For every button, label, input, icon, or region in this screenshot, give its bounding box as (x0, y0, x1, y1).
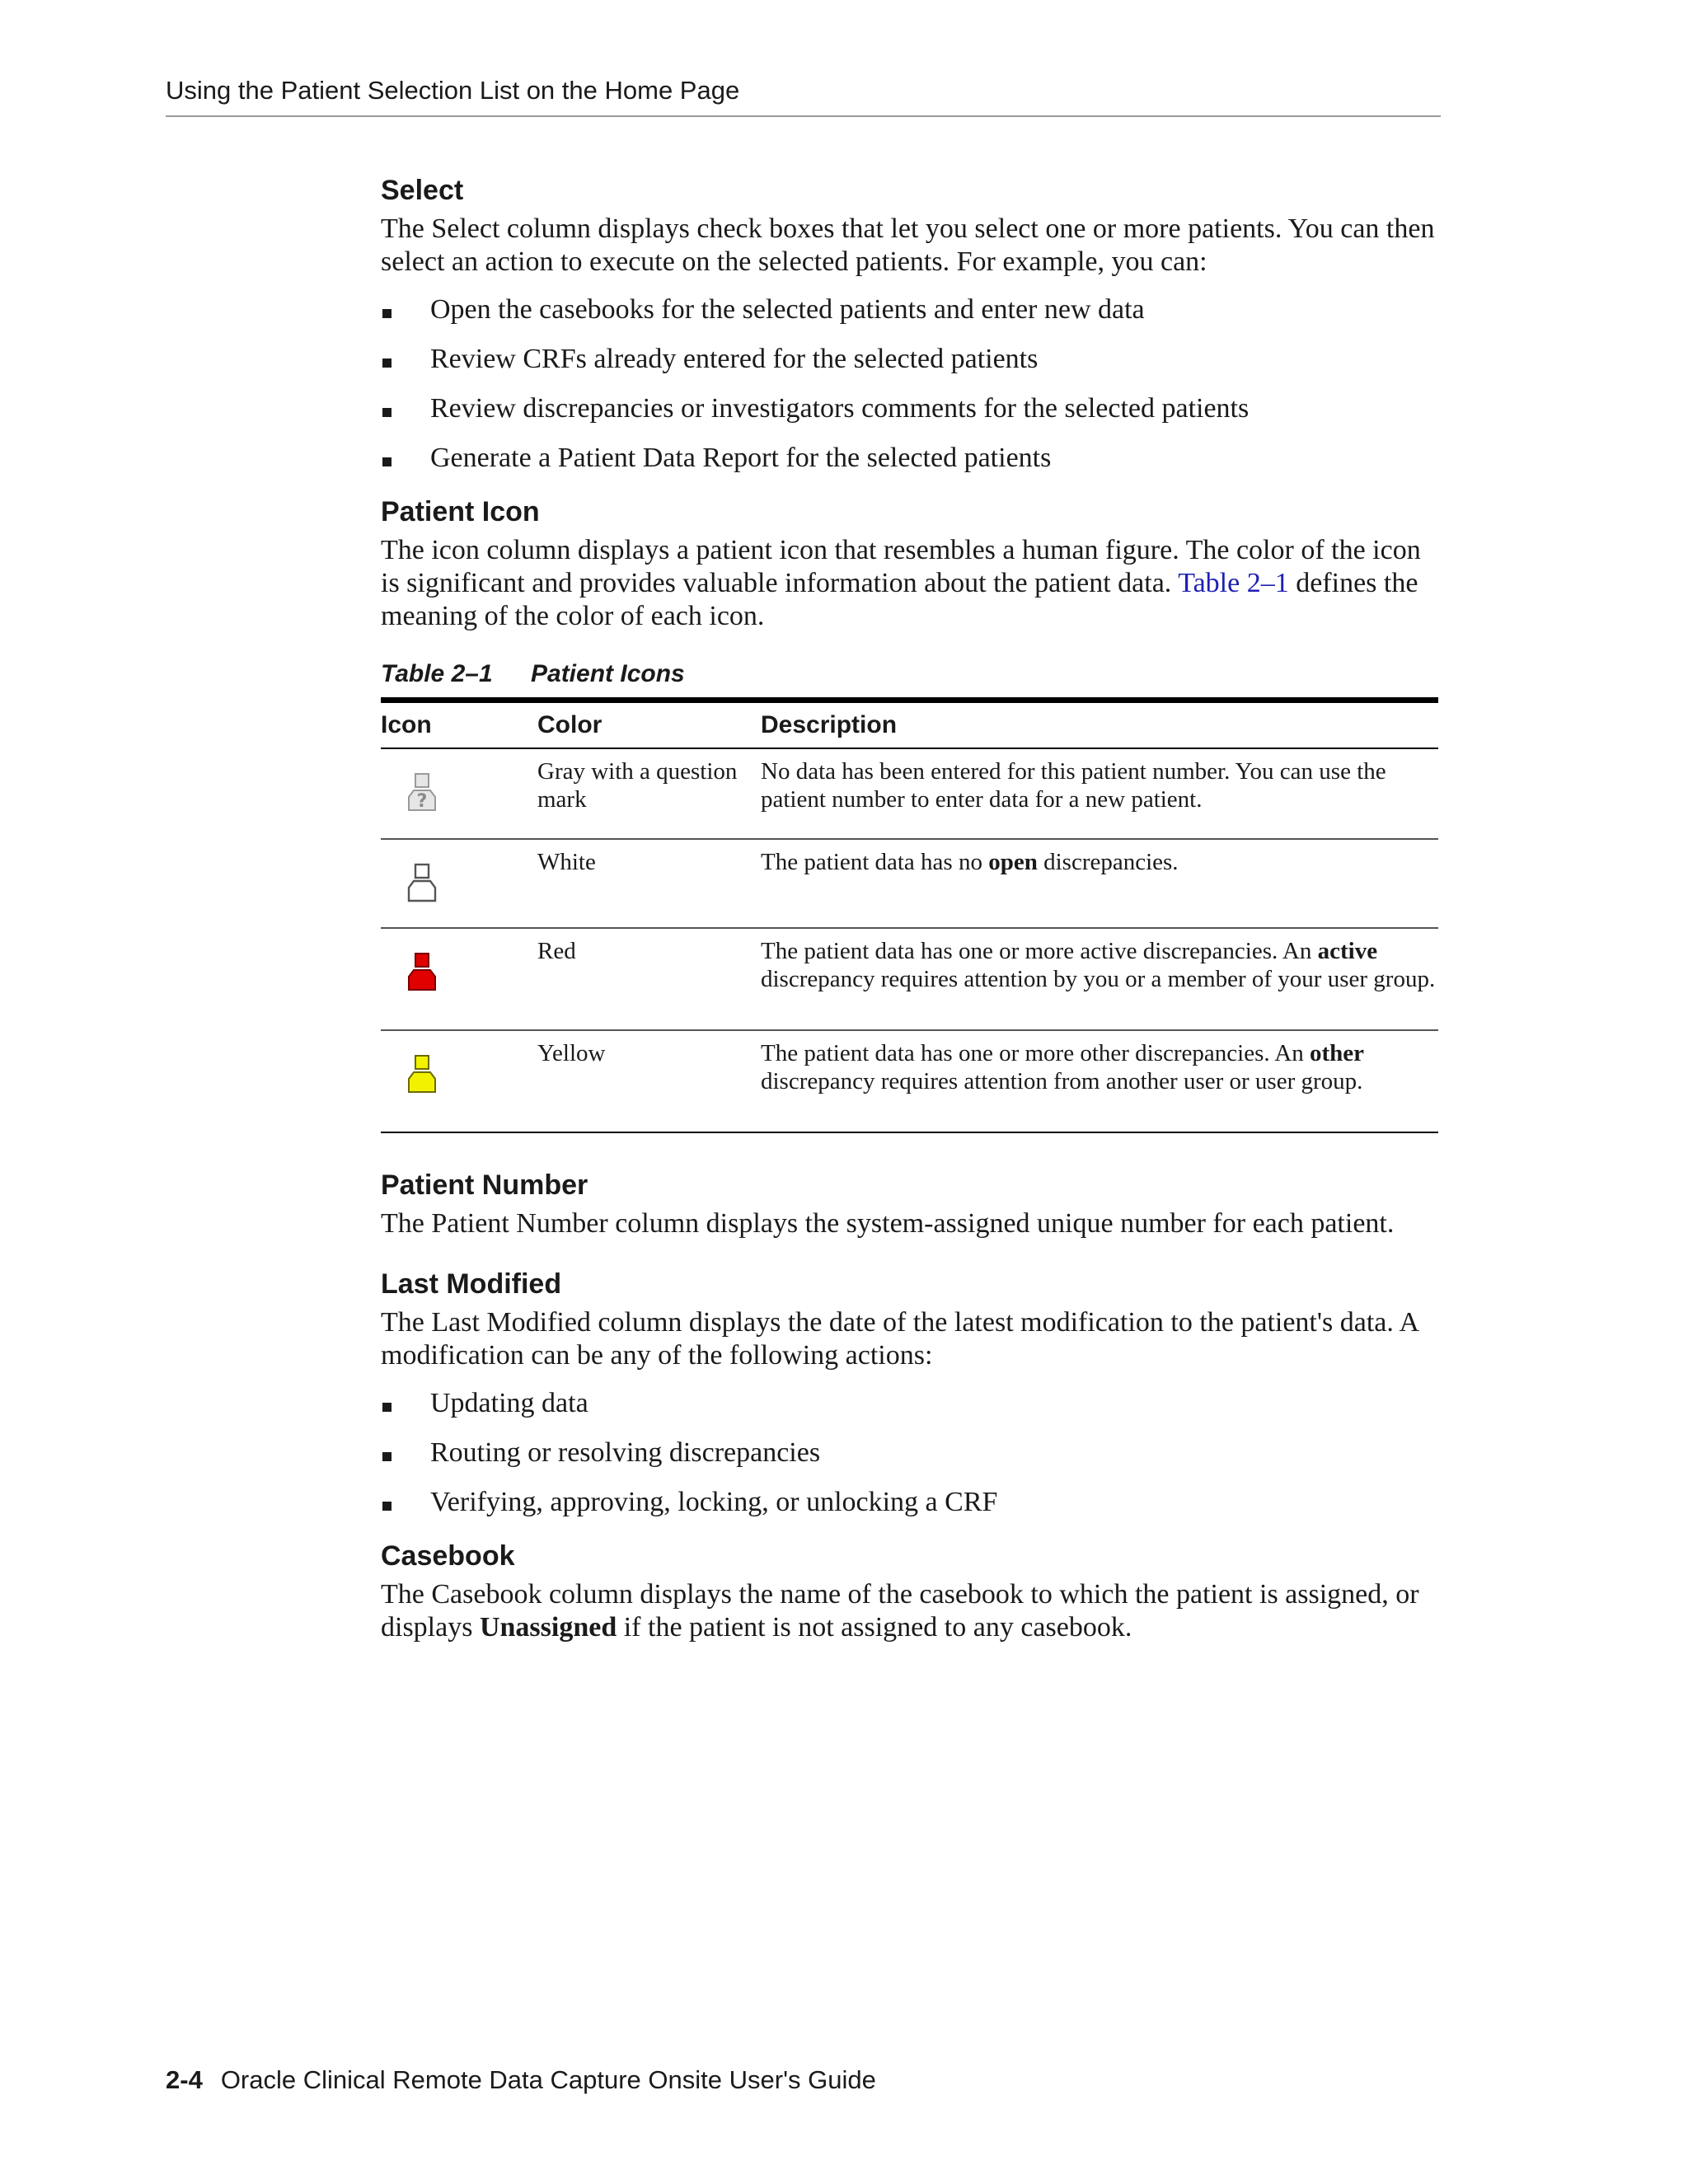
bullet-square-icon (382, 1403, 392, 1412)
description-text: The patient data has one or more active discrepancies. An (761, 938, 1318, 964)
section-heading-select: Select (381, 175, 464, 206)
patient-white-icon (381, 863, 537, 902)
table-reference-link[interactable]: Table 2–1 (1178, 568, 1289, 598)
list-item-text: Review CRFs already entered for the selected patients (430, 344, 1039, 374)
patient-gray-question-icon (381, 772, 537, 812)
casebook-unassigned: Unassigned (479, 1612, 617, 1643)
bullet-square-icon (382, 309, 392, 318)
description-cell (761, 928, 1438, 1030)
table-row (381, 748, 1438, 839)
description-cell (761, 1030, 1438, 1132)
patient-icon-text-after: defines the meaning of the color of each icon. (381, 568, 1418, 631)
description-cell (761, 748, 1438, 839)
column-header-color: Color (537, 701, 761, 749)
last-modified-text: The Last Modified column displays the date of the latest modification to the patient's data. A modification can be any of the following actions: (381, 1307, 1418, 1371)
section-heading-last-modified: Last Modified (381, 1268, 562, 1300)
list-item (381, 293, 1441, 326)
description-text: The patient data has no (761, 849, 989, 875)
bullet-square-icon (382, 359, 392, 368)
list-item (381, 1436, 1441, 1469)
list-item (381, 1387, 1441, 1420)
list-item-text: Updating data (430, 1388, 588, 1418)
bullet-square-icon (382, 408, 392, 417)
table-caption-number: Table 2–1 (381, 660, 493, 687)
section-heading-patient-icon: Patient Icon (381, 496, 540, 527)
page-number: 2-4 (166, 2065, 203, 2094)
select-action-list (381, 293, 1441, 475)
running-header: Using the Patient Selection List on the Home Page (166, 76, 740, 105)
list-item-text: Verifying, approving, locking, or unlocking a CRF (430, 1487, 998, 1517)
main-content (381, 171, 1441, 1644)
svg-text:?: ? (416, 791, 428, 812)
section-heading-patient-number: Patient Number (381, 1169, 588, 1201)
description-text-after: discrepancy requires attention by you or a member of your user group. (761, 966, 1436, 992)
description-text: No data has been entered for this patient number. You can use the patient number to enter data for a new patient. (761, 758, 1386, 813)
description-bold: other (1309, 1040, 1364, 1066)
bullet-square-icon (382, 457, 392, 466)
icon-cell (381, 839, 537, 928)
color-cell: Gray with a question mark (537, 748, 761, 839)
list-item (381, 392, 1441, 425)
list-item-text: Routing or resolving discrepancies (430, 1437, 821, 1468)
list-item (381, 1486, 1441, 1519)
table-caption-title: Patient Icons (531, 660, 685, 687)
casebook-text: The Casebook column displays the name of the casebook to which the patient is assigned, or displays (381, 1579, 1419, 1643)
color-cell: White (537, 839, 761, 928)
icon-cell (381, 748, 537, 839)
table-header-row (381, 701, 1438, 749)
column-header-icon: Icon (381, 701, 537, 749)
modification-list (381, 1387, 1441, 1519)
header-rule (166, 115, 1441, 117)
casebook-paragraph (381, 1578, 1441, 1644)
list-item-text: Review discrepancies or investigators comments for the selected patients (430, 393, 1250, 424)
description-bold: active (1317, 938, 1378, 964)
list-item (381, 442, 1441, 475)
page-footer (166, 2065, 876, 2095)
table-row (381, 928, 1438, 1030)
patient-number-text: The Patient Number column displays the system-assigned unique number for each patient. (381, 1208, 1395, 1239)
icon-cell (381, 928, 537, 1030)
book-title: Oracle Clinical Remote Data Capture Onsite User's Guide (220, 2065, 876, 2094)
color-cell: Red (537, 928, 761, 1030)
column-header-description: Description (761, 701, 1438, 749)
patient-yellow-icon (381, 1054, 537, 1094)
list-item-text: Generate a Patient Data Report for the selected patients (430, 443, 1052, 473)
list-item-text: Open the casebooks for the selected patients and enter new data (430, 294, 1145, 325)
color-cell: Yellow (537, 1030, 761, 1132)
select-intro: The Select column displays check boxes that let you select one or more patients. You can then select an action to execute on the selected patients. For example, you can: (381, 213, 1435, 277)
description-text-after: discrepancies. (1037, 849, 1179, 875)
description-bold: open (988, 849, 1038, 875)
description-cell (761, 839, 1438, 928)
section-heading-casebook: Casebook (381, 1540, 515, 1572)
description-text: The patient data has one or more other discrepancies. An (761, 1040, 1310, 1066)
table-row (381, 839, 1438, 928)
bullet-square-icon (382, 1452, 392, 1461)
list-item (381, 343, 1441, 376)
patient-red-icon (381, 952, 537, 991)
table-caption (381, 658, 1441, 691)
table-row (381, 1030, 1438, 1132)
bullet-square-icon (382, 1502, 392, 1511)
icon-cell (381, 1030, 537, 1132)
patient-icons-table (381, 697, 1438, 1133)
patient-icon-text: The icon column displays a patient icon that resembles a human figure. The color of the icon is significant and provides valuable information about the patient data. (381, 535, 1421, 598)
description-text-after: discrepancy requires attention from another user or user group. (761, 1068, 1363, 1094)
casebook-text-after: if the patient is not assigned to any casebook. (617, 1612, 1132, 1643)
patient-icon-paragraph (381, 534, 1441, 633)
